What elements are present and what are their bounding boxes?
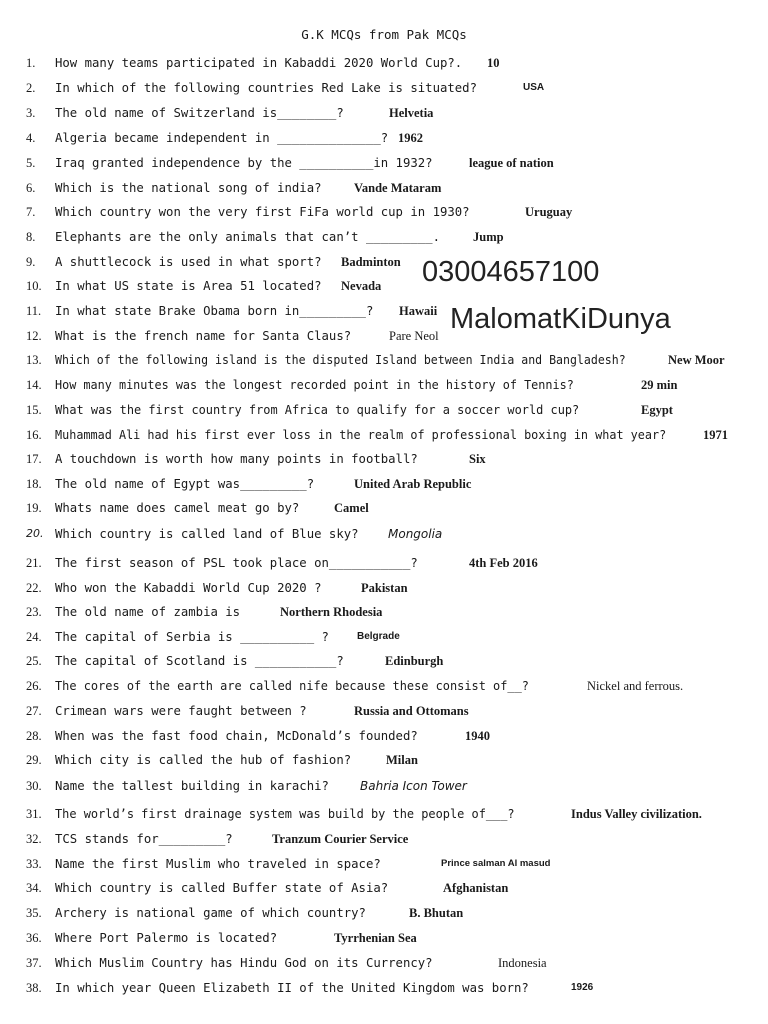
- question-text: The old name of Switzerland is________?: [55, 106, 344, 120]
- question-number: 1.: [26, 56, 36, 70]
- question-text: The old name of zambia is: [55, 605, 241, 619]
- answer-text: 1940: [465, 729, 490, 743]
- answer-text: 29 min: [641, 378, 678, 392]
- answer-text: Vande Mataram: [354, 181, 442, 195]
- question-number: 4.: [26, 131, 36, 145]
- answer-text: Belgrade: [357, 631, 400, 642]
- answer-text: Mongolia: [388, 527, 443, 541]
- question-text: Which of the following island is the disputed Island between India and Bangladesh?: [55, 353, 626, 367]
- answer-text: Hawaii: [399, 304, 438, 318]
- question-number: 29.: [26, 753, 42, 767]
- question-text: Archery is national game of which country?: [55, 906, 366, 920]
- question-text: Crimean wars were faught between ?: [55, 704, 307, 718]
- answer-text: Prince salman Al masud: [441, 858, 551, 869]
- answer-text: New Moor: [668, 353, 725, 367]
- question-number: 12.: [26, 329, 42, 343]
- answer-text: United Arab Republic: [354, 477, 472, 491]
- question-number: 10.: [26, 279, 42, 293]
- question-text: Algeria became independent in ______________?: [55, 131, 389, 145]
- question-text: Which country is called land of Blue sky?: [55, 527, 359, 541]
- question-number: 14.: [26, 378, 42, 392]
- question-text: Muhammad Ali had his first ever loss in the realm of professional boxing in what year?: [55, 428, 667, 442]
- answer-text: USA: [523, 82, 545, 93]
- question-text: How many teams participated in Kabaddi 2020 World Cup?.: [55, 56, 463, 70]
- question-text: The cores of the earth are called nife because these consist of__?: [55, 679, 529, 693]
- question-number: 34.: [26, 881, 42, 895]
- page-title: G.K MCQs from Pak MCQs: [301, 27, 467, 42]
- question-text: Name the first Muslim who traveled in space?: [55, 857, 381, 871]
- question-text: A touchdown is worth how many points in football?: [55, 452, 418, 466]
- question-text: Which Muslim Country has Hindu God on its Currency?: [55, 956, 433, 970]
- question-text: The capital of Scotland is ___________?: [55, 654, 344, 668]
- question-number: 9.: [26, 255, 36, 269]
- question-text: Iraq granted independence by the __________in 1932?: [55, 156, 433, 170]
- question-number: 7.: [26, 205, 36, 219]
- question-number: 15.: [26, 403, 42, 417]
- answer-text: Milan: [386, 753, 418, 767]
- question-text: Which country won the very first FiFa world cup in 1930?: [55, 205, 470, 219]
- answer-text: Jump: [473, 230, 504, 244]
- question-text: TCS stands for_________?: [55, 832, 233, 846]
- question-number: 26.: [26, 679, 42, 693]
- answer-text: Indonesia: [498, 956, 547, 970]
- question-number: 2.: [26, 81, 36, 95]
- question-number: 31.: [26, 807, 42, 821]
- question-number: 21.: [26, 556, 42, 570]
- question-number: 28.: [26, 729, 42, 743]
- question-number: 25.: [26, 654, 42, 668]
- question-number: 30.: [26, 779, 42, 793]
- question-number: 13.: [26, 353, 42, 367]
- question-number: 38.: [26, 981, 42, 995]
- watermark-brand: MalomatKiDunya: [450, 303, 671, 335]
- question-text: In what US state is Area 51 located?: [55, 279, 322, 293]
- answer-text: Nickel and ferrous.: [587, 679, 684, 693]
- question-number: 32.: [26, 832, 42, 846]
- answer-text: 1926: [571, 982, 594, 993]
- answer-text: B. Bhutan: [409, 906, 464, 920]
- question-number: 23.: [26, 605, 42, 619]
- question-text: In what state Brake Obama born in_________?: [55, 304, 374, 318]
- answer-text: 4th Feb 2016: [469, 556, 538, 570]
- question-number: 24.: [26, 630, 42, 644]
- question-number: 11.: [26, 304, 42, 318]
- answer-text: Indus Valley civilization.: [571, 807, 702, 821]
- question-text: Where Port Palermo is located?: [55, 931, 278, 945]
- question-text: The old name of Egypt was_________?: [55, 477, 315, 491]
- question-text: In which year Queen Elizabeth II of the United Kingdom was born?: [55, 981, 529, 995]
- answer-text: Pare Neol: [389, 329, 439, 343]
- answer-text: Nevada: [341, 279, 382, 293]
- question-text: Who won the Kabaddi World Cup 2020 ?: [55, 581, 322, 595]
- question-text: When was the fast food chain, McDonald’s founded?: [55, 729, 418, 743]
- question-text: Which country is called Buffer state of Asia?: [55, 881, 389, 895]
- question-number: 27.: [26, 704, 42, 718]
- question-text: The capital of Serbia is __________ ?: [55, 630, 329, 644]
- question-text: A shuttlecock is used in what sport?: [55, 255, 322, 269]
- question-number: 18.: [26, 477, 42, 491]
- answer-text: Badminton: [341, 255, 401, 269]
- question-number: 3.: [26, 106, 36, 120]
- answer-text: Russia and Ottomans: [354, 704, 469, 718]
- question-text: Which city is called the hub of fashion?: [55, 753, 352, 767]
- question-number: 8.: [26, 230, 36, 244]
- answer-text: league of nation: [469, 156, 554, 170]
- question-number: 6.: [26, 181, 36, 195]
- answer-text: 1962: [398, 131, 423, 145]
- question-number: 16.: [26, 428, 42, 442]
- question-text: Which is the national song of india?: [55, 181, 322, 195]
- question-number: 20.: [26, 527, 44, 540]
- question-text: What is the french name for Santa Claus?: [55, 329, 352, 343]
- question-number: 5.: [26, 156, 36, 170]
- question-text: The world’s first drainage system was build by the people of___?: [55, 807, 515, 821]
- question-number: 33.: [26, 857, 42, 871]
- question-number: 22.: [26, 581, 42, 595]
- question-number: 17.: [26, 452, 42, 466]
- answer-text: Tranzum Courier Service: [272, 832, 409, 846]
- answer-text: Uruguay: [525, 205, 573, 219]
- question-text: What was the first country from Africa to qualify for a soccer world cup?: [55, 403, 580, 417]
- answer-text: Afghanistan: [443, 881, 509, 895]
- question-number: 37.: [26, 956, 42, 970]
- answer-text: Helvetia: [389, 106, 434, 120]
- watermark-phone: 03004657100: [422, 256, 600, 288]
- answer-text: Tyrrhenian Sea: [334, 931, 417, 945]
- answer-text: 10: [487, 56, 500, 70]
- question-number: 36.: [26, 931, 42, 945]
- question-text: How many minutes was the longest recorded point in the history of Tennis?: [55, 378, 574, 392]
- answer-text: Bahria Icon Tower: [360, 779, 467, 793]
- answer-text: Camel: [334, 501, 369, 515]
- question-number: 35.: [26, 906, 42, 920]
- question-text: Name the tallest building in karachi?: [55, 779, 329, 793]
- answer-text: Edinburgh: [385, 654, 444, 668]
- answer-text: Northern Rhodesia: [280, 605, 383, 619]
- answer-text: Egypt: [641, 403, 673, 417]
- answer-text: Pakistan: [361, 581, 408, 595]
- question-text: The first season of PSL took place on___________?: [55, 556, 418, 570]
- question-text: In which of the following countries Red Lake is situated?: [55, 81, 477, 95]
- answer-text: Six: [469, 452, 486, 466]
- question-text: Elephants are the only animals that can’t _________.: [55, 230, 440, 244]
- question-number: 19.: [26, 501, 42, 515]
- question-text: Whats name does camel meat go by?: [55, 501, 300, 515]
- answer-text: 1971: [703, 428, 728, 442]
